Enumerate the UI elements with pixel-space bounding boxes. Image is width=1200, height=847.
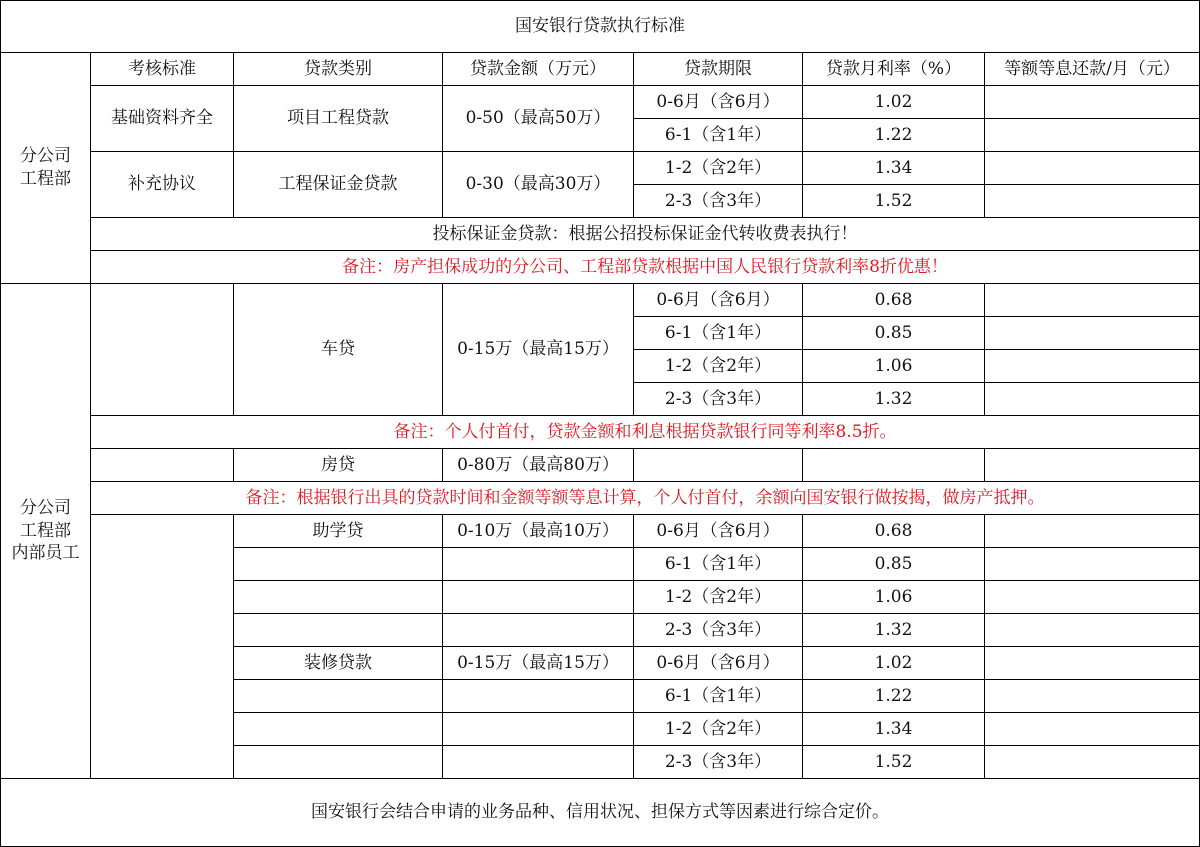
term-cell: 6-1（含1年） [634, 317, 803, 350]
category-cell: 房贷 [234, 449, 443, 482]
rate-cell: 1.52 [803, 185, 985, 218]
category-cell [234, 548, 443, 581]
amount-cell: 0-30（最高30万） [443, 152, 634, 218]
amount-cell: 0-10万（最高10万） [443, 515, 634, 548]
term-cell: 6-1（含1年） [634, 680, 803, 713]
table-row [1, 251, 1200, 284]
category-cell [234, 680, 443, 713]
amount-cell: 0-15万（最高15万） [443, 647, 634, 680]
repay-cell [985, 713, 1200, 746]
term-cell: 1-2（含2年） [634, 713, 803, 746]
term-cell: 2-3（含3年） [634, 614, 803, 647]
repay-cell [985, 614, 1200, 647]
category-cell: 工程保证金贷款 [234, 152, 443, 218]
repay-cell [985, 746, 1200, 779]
section1-label: 分公司 工程部 [1, 53, 91, 284]
table-row [1, 416, 1200, 449]
rate-cell: 1.52 [803, 746, 985, 779]
repay-cell [985, 152, 1200, 185]
term-cell: 1-2（含2年） [634, 350, 803, 383]
repay-cell [985, 548, 1200, 581]
table-row [1, 515, 1200, 548]
section2-label: 分公司 工程部 内部员工 [1, 284, 91, 779]
term-cell: 0-6月（含6月） [634, 86, 803, 119]
amount-cell [443, 548, 634, 581]
term-cell: 2-3（含3年） [634, 746, 803, 779]
amount-cell: 0-50（最高50万） [443, 86, 634, 152]
rate-cell: 1.06 [803, 581, 985, 614]
term-cell: 0-6月（含6月） [634, 647, 803, 680]
repay-cell [985, 647, 1200, 680]
repay-cell [985, 86, 1200, 119]
amount-cell: 0-15万（最高15万） [443, 284, 634, 416]
repay-cell [985, 119, 1200, 152]
assess-cell [91, 515, 234, 779]
rate-cell: 1.32 [803, 614, 985, 647]
rate-cell: 1.32 [803, 383, 985, 416]
category-cell: 装修贷款 [234, 647, 443, 680]
header-row [1, 53, 1200, 86]
house-loan-remark: 备注：根据银行出具的贷款时间和金额等额等息计算，个人付首付，余额向国安银行做按揭，做房产抵押。 [91, 482, 1200, 515]
repay-cell [985, 317, 1200, 350]
term-cell: 2-3（含3年） [634, 185, 803, 218]
rate-cell: 1.06 [803, 350, 985, 383]
term-cell [634, 449, 803, 482]
category-cell [234, 581, 443, 614]
term-cell: 1-2（含2年） [634, 152, 803, 185]
repay-cell [985, 449, 1200, 482]
amount-cell [443, 581, 634, 614]
table-row [1, 449, 1200, 482]
category-cell [234, 713, 443, 746]
rate-cell: 1.22 [803, 680, 985, 713]
repay-cell [985, 515, 1200, 548]
header-category: 贷款类别 [234, 53, 443, 86]
rate-cell: 0.85 [803, 548, 985, 581]
amount-cell [443, 746, 634, 779]
rate-cell: 0.68 [803, 284, 985, 317]
bid-bond-note: 投标保证金贷款：根据公招投标保证金代转收费表执行！ [91, 218, 1200, 251]
header-term: 贷款期限 [634, 53, 803, 86]
term-cell: 0-6月（含6月） [634, 284, 803, 317]
rate-cell: 0.68 [803, 515, 985, 548]
term-cell: 1-2（含2年） [634, 581, 803, 614]
repay-cell [985, 284, 1200, 317]
table-row [1, 86, 1200, 119]
term-cell: 6-1（含1年） [634, 119, 803, 152]
table-row [1, 218, 1200, 251]
repay-cell [985, 581, 1200, 614]
page-title: 国安银行贷款执行标准 [1, 1, 1200, 53]
car-loan-remark: 备注：个人付首付，贷款金额和利息根据贷款银行同等利率8.5折。 [91, 416, 1200, 449]
repay-cell [985, 350, 1200, 383]
header-amount: 贷款金额（万元） [443, 53, 634, 86]
category-cell: 车贷 [234, 284, 443, 416]
category-cell: 项目工程贷款 [234, 86, 443, 152]
rate-cell: 0.85 [803, 317, 985, 350]
assess-cell: 补充协议 [91, 152, 234, 218]
table-row [1, 152, 1200, 185]
header-assess: 考核标准 [91, 53, 234, 86]
term-cell: 0-6月（含6月） [634, 515, 803, 548]
rate-cell: 1.22 [803, 119, 985, 152]
rate-cell: 1.34 [803, 152, 985, 185]
repay-cell [985, 680, 1200, 713]
section1-remark: 备注：房产担保成功的分公司、工程部贷款根据中国人民银行贷款利率8折优惠！ [91, 251, 1200, 284]
amount-cell [443, 713, 634, 746]
category-cell [234, 614, 443, 647]
header-repay: 等额等息还款/月（元） [985, 53, 1200, 86]
table-row [1, 284, 1200, 317]
table-row [1, 482, 1200, 515]
rate-cell: 1.34 [803, 713, 985, 746]
amount-cell [443, 680, 634, 713]
repay-cell [985, 185, 1200, 218]
amount-cell [443, 614, 634, 647]
pricing-note: 国安银行会结合申请的业务品种、信用状况、担保方式等因素进行综合定价。 [1, 779, 1200, 847]
term-cell: 2-3（含3年） [634, 383, 803, 416]
rate-cell [803, 449, 985, 482]
header-rate: 贷款月利率（%） [803, 53, 985, 86]
amount-cell: 0-80万（最高80万） [443, 449, 634, 482]
assess-cell: 基础资料齐全 [91, 86, 234, 152]
category-cell: 助学贷 [234, 515, 443, 548]
footer-row [1, 779, 1200, 847]
category-cell [234, 746, 443, 779]
repay-cell [985, 383, 1200, 416]
term-cell: 6-1（含1年） [634, 548, 803, 581]
assess-cell [91, 449, 234, 482]
rate-cell: 1.02 [803, 647, 985, 680]
rate-cell: 1.02 [803, 86, 985, 119]
assess-cell [91, 284, 234, 416]
